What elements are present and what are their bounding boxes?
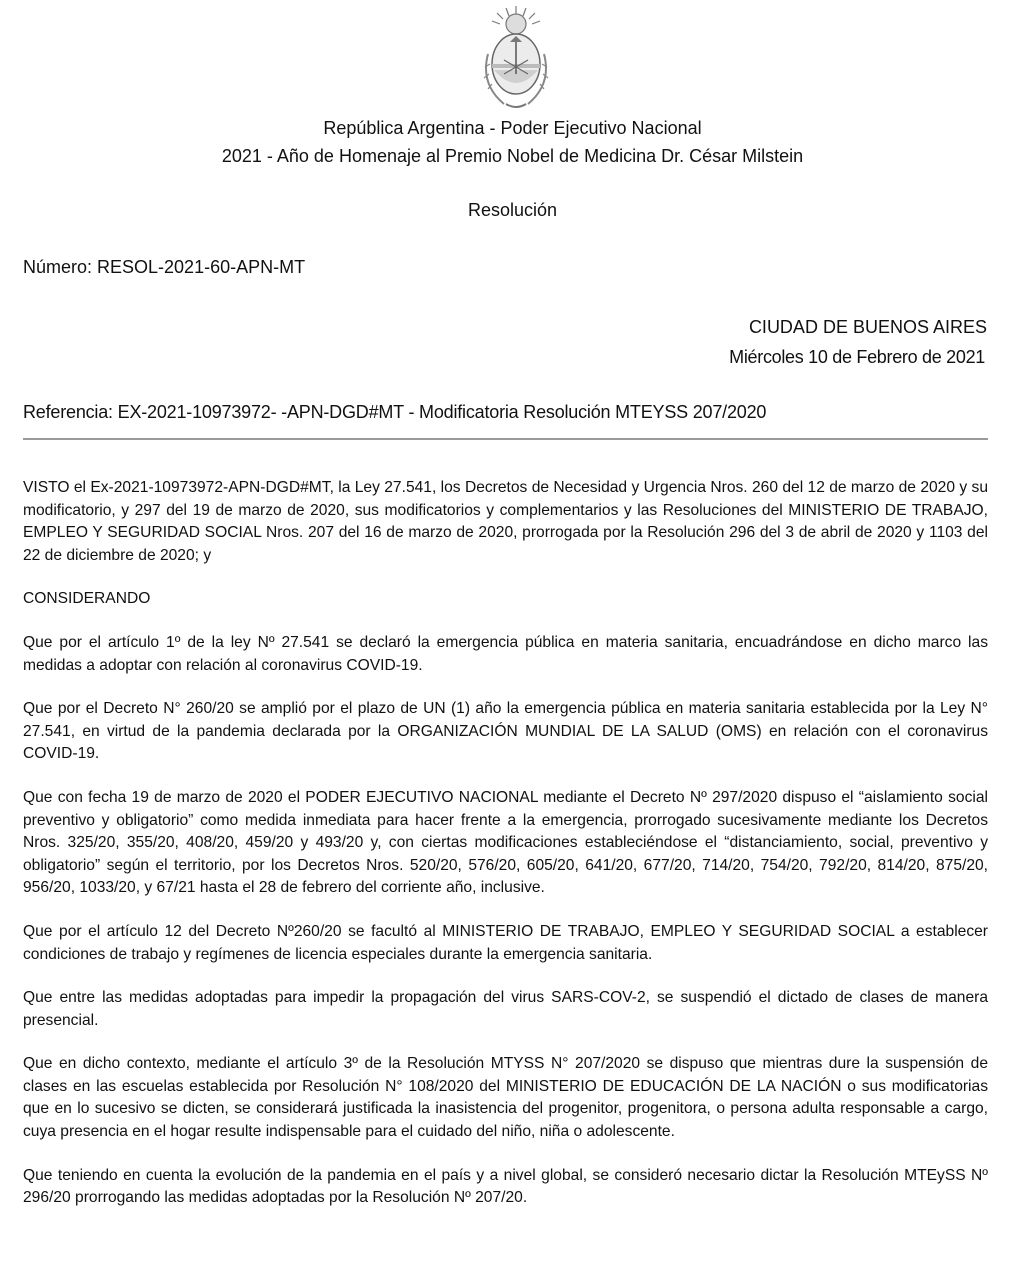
issue-date: Miércoles 10 de Febrero de 2021	[729, 347, 985, 367]
divider	[23, 438, 988, 440]
paragraph: Que por el artículo 12 del Decreto Nº260/20 se facultó al MINISTERIO DE TRABAJO, EMPLEO Y SEGURIDAD SOCIAL a establecer condiciones de trabajo y regímenes de licencia especiales durante la emergencia sanitaria.	[23, 922, 988, 963]
document-body	[23, 477, 988, 1231]
year-motto: 2021 - Año de Homenaje al Premio Nobel de Medicina Dr. César Milstein	[221, 146, 804, 166]
city: CIUDAD DE BUENOS AIRES	[748, 317, 987, 337]
paragraph: Que teniendo en cuenta la evolución de la pandemia en el país y a nivel global, se consideró necesario dictar la Resolución MTEySS Nº 296/20 prorrogando las medidas adoptadas por la Resolución Nº 207/20.	[23, 1166, 988, 1207]
paragraph: Que con fecha 19 de marzo de 2020 el PODER EJECUTIVO NACIONAL mediante el Decreto Nº 297/2020 dispuso el “aislamiento social preventivo y obligatorio” como medida inmediata para hacer frente a la emergencia, prorrogado sucesivamente mediante los Decretos Nros. 325/20, 355/20, 408/20, 459/20 y 493/20 y, con ciertas modificaciones estableciéndose el “distanciamiento, social, preventivo y obligatorio” según el territorio, por los Decretos Nros. 520/20, 576/20, 605/20, 641/20, 677/20, 714/20, 754/20, 792/20, 814/20, 875/20, 956/20, 1033/20, y 67/21 hasta el 28 de febrero del corriente año, inclusive.	[23, 788, 988, 897]
heading-considerando: CONSIDERANDO	[23, 590, 151, 608]
paragraph: Que en dicho contexto, mediante el artículo 3º de la Resolución MTYSS N° 207/2020 se dispuso que mientras dure la suspensión de clases en las escuelas establecida por Resolución N° 108/2020 del MINISTERIO DE EDUCACIÓN DE LA NACIÓN o sus modificatorias que en lo sucesivo se dicten, se considerará justificada la inasistencia del progenitor, progenitora, o persona adulta responsable a cargo, cuya presencia en el hogar resulte indispensable para el cuidado del niño, niña o adolescente.	[23, 1055, 988, 1141]
paragraph: Que por el Decreto N° 260/20 se amplió por el plazo de UN (1) año la emergencia pública en materia sanitaria establecida por la Ley N° 27.541, en virtud de la pandemia declarada por la ORGANIZACIÓN MUNDIAL DE LA SALUD (OMS) en relación con el coronavirus COVID-19.	[23, 700, 988, 763]
document-type: Resolución	[467, 200, 558, 220]
paragraph: Que por el artículo 1º de la ley Nº 27.541 se declaró la emergencia pública en materia sanitaria, encuadrándose en dicho marco las medidas a adoptar con relación al coronavirus COVID-19.	[23, 633, 988, 674]
paragraph-visto: VISTO el Ex-2021-10973972-APN-DGD#MT, la Ley 27.541, los Decretos de Necesidad y Urgencia Nros. 260 del 12 de marzo de 2020 y su modificatorio, y 297 del 19 de marzo de 2020, sus modificatorios y complementarios y las Resoluciones del MINISTERIO DE TRABAJO, EMPLEO Y SEGURIDAD SOCIAL Nros. 207 del 16 de marzo de 2020, prorrogada por la Resolución 296 del 3 de abril de 2020 y 1103 del 22 de diciembre de 2020; y	[23, 479, 988, 564]
issuer-title: República Argentina - Poder Ejecutivo Nacional	[323, 118, 702, 138]
paragraph: Que entre las medidas adoptadas para impedir la propagación del virus SARS-COV-2, se suspendió el dictado de clases de manera presencial.	[23, 989, 988, 1029]
resolution-number: Número: RESOL-2021-60-APN-MT	[23, 257, 306, 277]
reference-line: Referencia: EX-2021-10973972- -APN-DGD#MT - Modificatoria Resolución MTEYSS 207/2020	[23, 402, 767, 422]
coat-of-arms-seal	[474, 4, 558, 112]
